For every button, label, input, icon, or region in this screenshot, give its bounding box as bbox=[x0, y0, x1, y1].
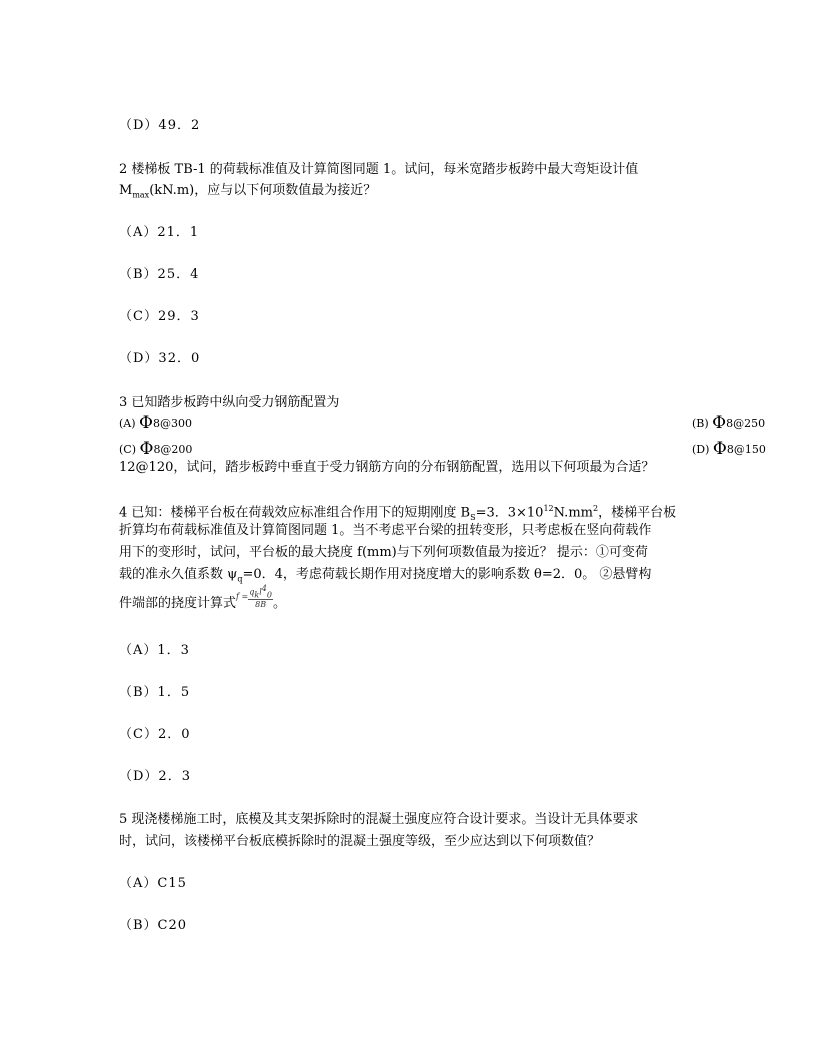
deflection-formula: f = bbox=[236, 592, 249, 601]
q2-stem-line2 bbox=[119, 182, 376, 205]
q3-option-d: (D) Φ8@150 bbox=[692, 439, 766, 459]
q4-option-a: （A）1．3 bbox=[119, 643, 190, 658]
q3-stem-line-last: 12@120，试问，踏步板跨中垂直于受力钢筋方向的分布钢筋配置，选用以下何项最为合适？ bbox=[119, 460, 655, 475]
q4-stem-line3: 用下的变形时，试问，平台板的最大挠度 f(mm)与下列何项数值最为接近？ 提示：①可变荷 bbox=[119, 545, 648, 560]
q5-stem-line2: 时，试问，该楼梯平台板底模拆除时的混凝土强度等级，至少应达到以下何项数值？ bbox=[119, 834, 601, 849]
rebar-phi-icon: Φ bbox=[139, 439, 154, 459]
q2-stem-line1: 2 楼梯板 TB-1 的荷载标准值及计算简图同题 1。试问，每米宽踏步板跨中最大弯矩设计值 bbox=[119, 162, 639, 177]
q1-option-d: （D）49．2 bbox=[119, 118, 201, 133]
q5-option-b: （B）C20 bbox=[119, 918, 188, 933]
q5-stem-line1: 5 现浇楼梯施工时，底模及其支架拆除时的混凝土强度应符合设计要求。当设计无具体要求 bbox=[119, 812, 639, 827]
q4-stem-line5: 件端部的挠度计算式f = $\frac{q_kl^4_0}{8B}$ 。 bbox=[119, 583, 286, 611]
q3-option-c: (C) Φ8@200 bbox=[119, 439, 193, 459]
q4-option-d: （D）2．3 bbox=[119, 769, 191, 784]
q3-option-b: (B) Φ8@250 bbox=[692, 413, 766, 433]
rebar-phi-icon: Φ bbox=[712, 413, 727, 433]
rebar-phi-icon: Φ bbox=[139, 413, 153, 433]
q5-option-a: （A）C15 bbox=[119, 876, 187, 891]
q4-stem-line2: 折算均布荷载标准值及计算简图同题 1。当不考虑平台梁的扭转变形，只考虑板在竖向荷载作 bbox=[119, 523, 652, 538]
q2-option-c: （C）29．3 bbox=[119, 309, 200, 324]
q4-stem-line4: 载的准永久值系数 $\psi_q=0$．4，考虑荷载长期作用对挠度增大的影响系数 θ=2．0。 ②悬臂构 bbox=[119, 567, 652, 584]
q2-option-d: （D）32．0 bbox=[119, 351, 201, 366]
q2-option-a: （A）21．1 bbox=[119, 225, 200, 240]
q4-stem-line1: 4 已知：楼梯平台板在荷载效应标准组合作用下的短期刚度 $B_S=3$．$3\times 10^{12}N.mm^2$，楼梯平台板 bbox=[119, 504, 677, 522]
q3-option-a: (A) Φ8@300 bbox=[119, 413, 192, 433]
deflection-formula-fraction: $\frac{q_kl^4_0}{8B}$ bbox=[249, 583, 272, 610]
q4-option-b: （B）1．5 bbox=[119, 685, 191, 700]
q2-option-b: （B）25．4 bbox=[119, 267, 200, 282]
q4-option-c: （C）2．0 bbox=[119, 727, 191, 742]
moment-subscript: max bbox=[132, 190, 150, 200]
rebar-phi-icon: Φ bbox=[712, 439, 727, 459]
moment-symbol: M bbox=[119, 183, 133, 198]
q3-stem-line1: 3 已知踏步板跨中纵向受力钢筋配置为 bbox=[119, 395, 340, 410]
q2-stem-line2-text: (kN.m)，应与以下何项数值最为接近？ bbox=[149, 183, 377, 198]
